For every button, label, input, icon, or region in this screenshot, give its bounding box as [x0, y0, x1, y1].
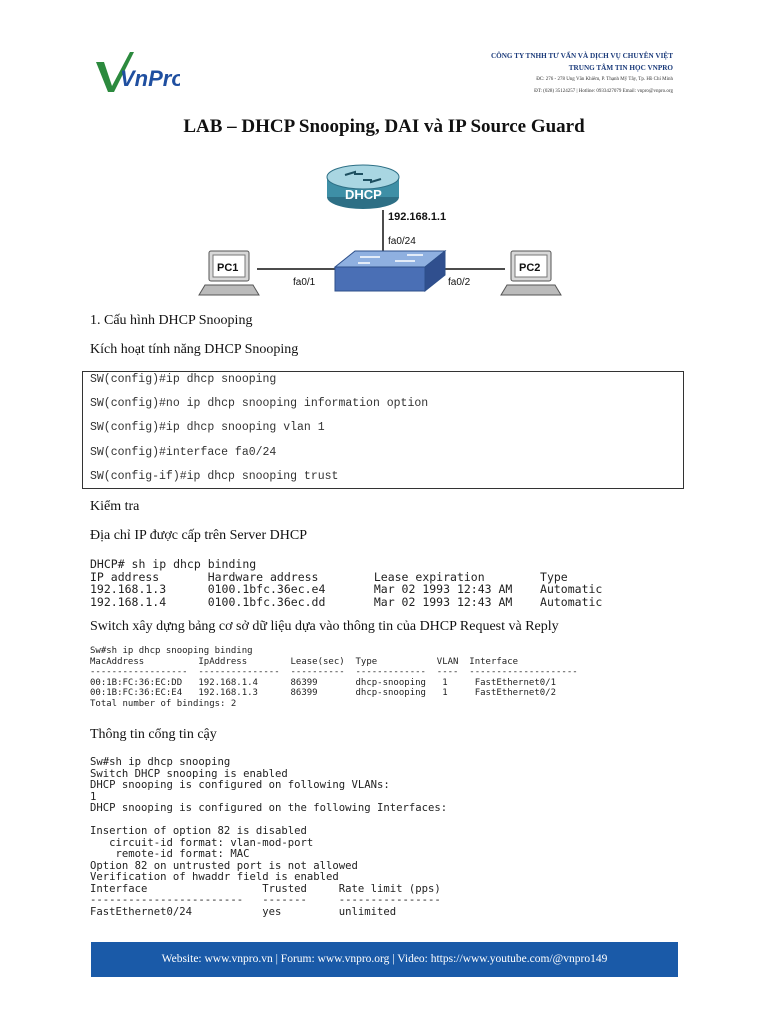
section-subheading: Kích hoạt tính năng DHCP Snooping [90, 342, 299, 357]
network-diagram [195, 155, 565, 305]
logo-text: VnPro [120, 66, 180, 91]
company-name: CÔNG TY TNHH TƯ VẤN VÀ DỊCH VỤ CHUYÊN VIỆT [490, 52, 673, 60]
command-line: SW(config)#ip dhcp snooping [90, 373, 277, 386]
pc2-label: PC2 [519, 262, 541, 274]
company-contact: ĐT: (028) 35124257 | Hotline: 0933427079 Email: vnpro@vnpro.org [534, 88, 673, 94]
trust-heading: Thông tin cổng tin cậy [90, 727, 217, 742]
command-line: SW(config-if)#ip dhcp snooping trust [90, 470, 339, 483]
vnpro-logo [90, 48, 180, 96]
pc1-port: fa0/1 [293, 277, 316, 288]
footer-banner [91, 942, 678, 977]
binding-heading: Địa chỉ IP được cấp trên Server DHCP [90, 528, 308, 543]
uplink-port: fa0/24 [388, 236, 416, 247]
router-ip: 192.168.1.1 [388, 211, 447, 223]
footer-text: Website: www.vnpro.vn | Forum: www.vnpro.org | Video: https://www.youtube.com/@vnpro149 [161, 953, 608, 965]
pc1-label: PC1 [217, 262, 239, 274]
command-line: SW(config)#ip dhcp snooping vlan 1 [90, 421, 325, 434]
company-address: ĐC: 276 - 278 Ung Văn Khiêm, P. Thạnh Mỹ Tây, Tp. Hồ Chí Minh [536, 77, 673, 82]
company-info [413, 51, 673, 97]
router-label: DHCP [345, 187, 382, 202]
pc2-port: fa0/2 [448, 277, 471, 288]
snooping-binding-output: Sw#sh ip dhcp snooping binding MacAddress IpAddress Lease(sec) Type VLAN Interface ------------------ --------------- ---------- ------------- ---- -------------------- 00:1B:FC:36:EC:DD 192.168.1.4 86399 dhcp-snooping 1 FastEthernet0/1 00:1B:FC:36:EC:E4 192.168.1.3 86399 dhcp-snooping 1 FastEthernet0/2 Total number of bindings: 2 [90, 646, 578, 709]
section-heading: 1. Cấu hình DHCP Snooping [90, 313, 253, 328]
switch-icon [335, 251, 445, 291]
snooping-heading: Switch xây dựng bảng cơ sở dữ liệu dựa vào thông tin của DHCP Request và Reply [90, 619, 559, 634]
snooping-status-output: Sw#sh ip dhcp snooping Switch DHCP snooping is enabled DHCP snooping is configured on following VLANs: 1 DHCP snooping is configured on the following Interfaces: Insertion of option 82 is disabled circuit-id format: vlan-mod-port remote-id format: MAC Option 82 on untrusted port is not allowed Verification of hwaddr field is enabled Interface Trusted Rate limit (pps) ------------------------ ------- ---------------- FastEthernet0/24 yes unlimited [90, 756, 448, 918]
command-line: SW(config)#no ip dhcp snooping information option [90, 397, 429, 410]
center-name: TRUNG TÂM TIN HỌC VNPRO [568, 63, 673, 72]
check-heading: Kiểm tra [90, 499, 140, 514]
command-box [82, 371, 684, 489]
dhcp-binding-output: DHCP# sh ip dhcp binding IP address Hardware address Lease expiration Type 192.168.1.3 0100.1bfc.36ec.e4 Mar 02 1993 12:43 AM Automatic 192.168.1.4 0100.1bfc.36ec.dd Mar 02 1993 12:43 AM Automatic [90, 557, 603, 609]
page-title: LAB – DHCP Snooping, DAI và IP Source Guard [183, 116, 585, 137]
command-line: SW(config)#interface fa0/24 [90, 446, 277, 459]
